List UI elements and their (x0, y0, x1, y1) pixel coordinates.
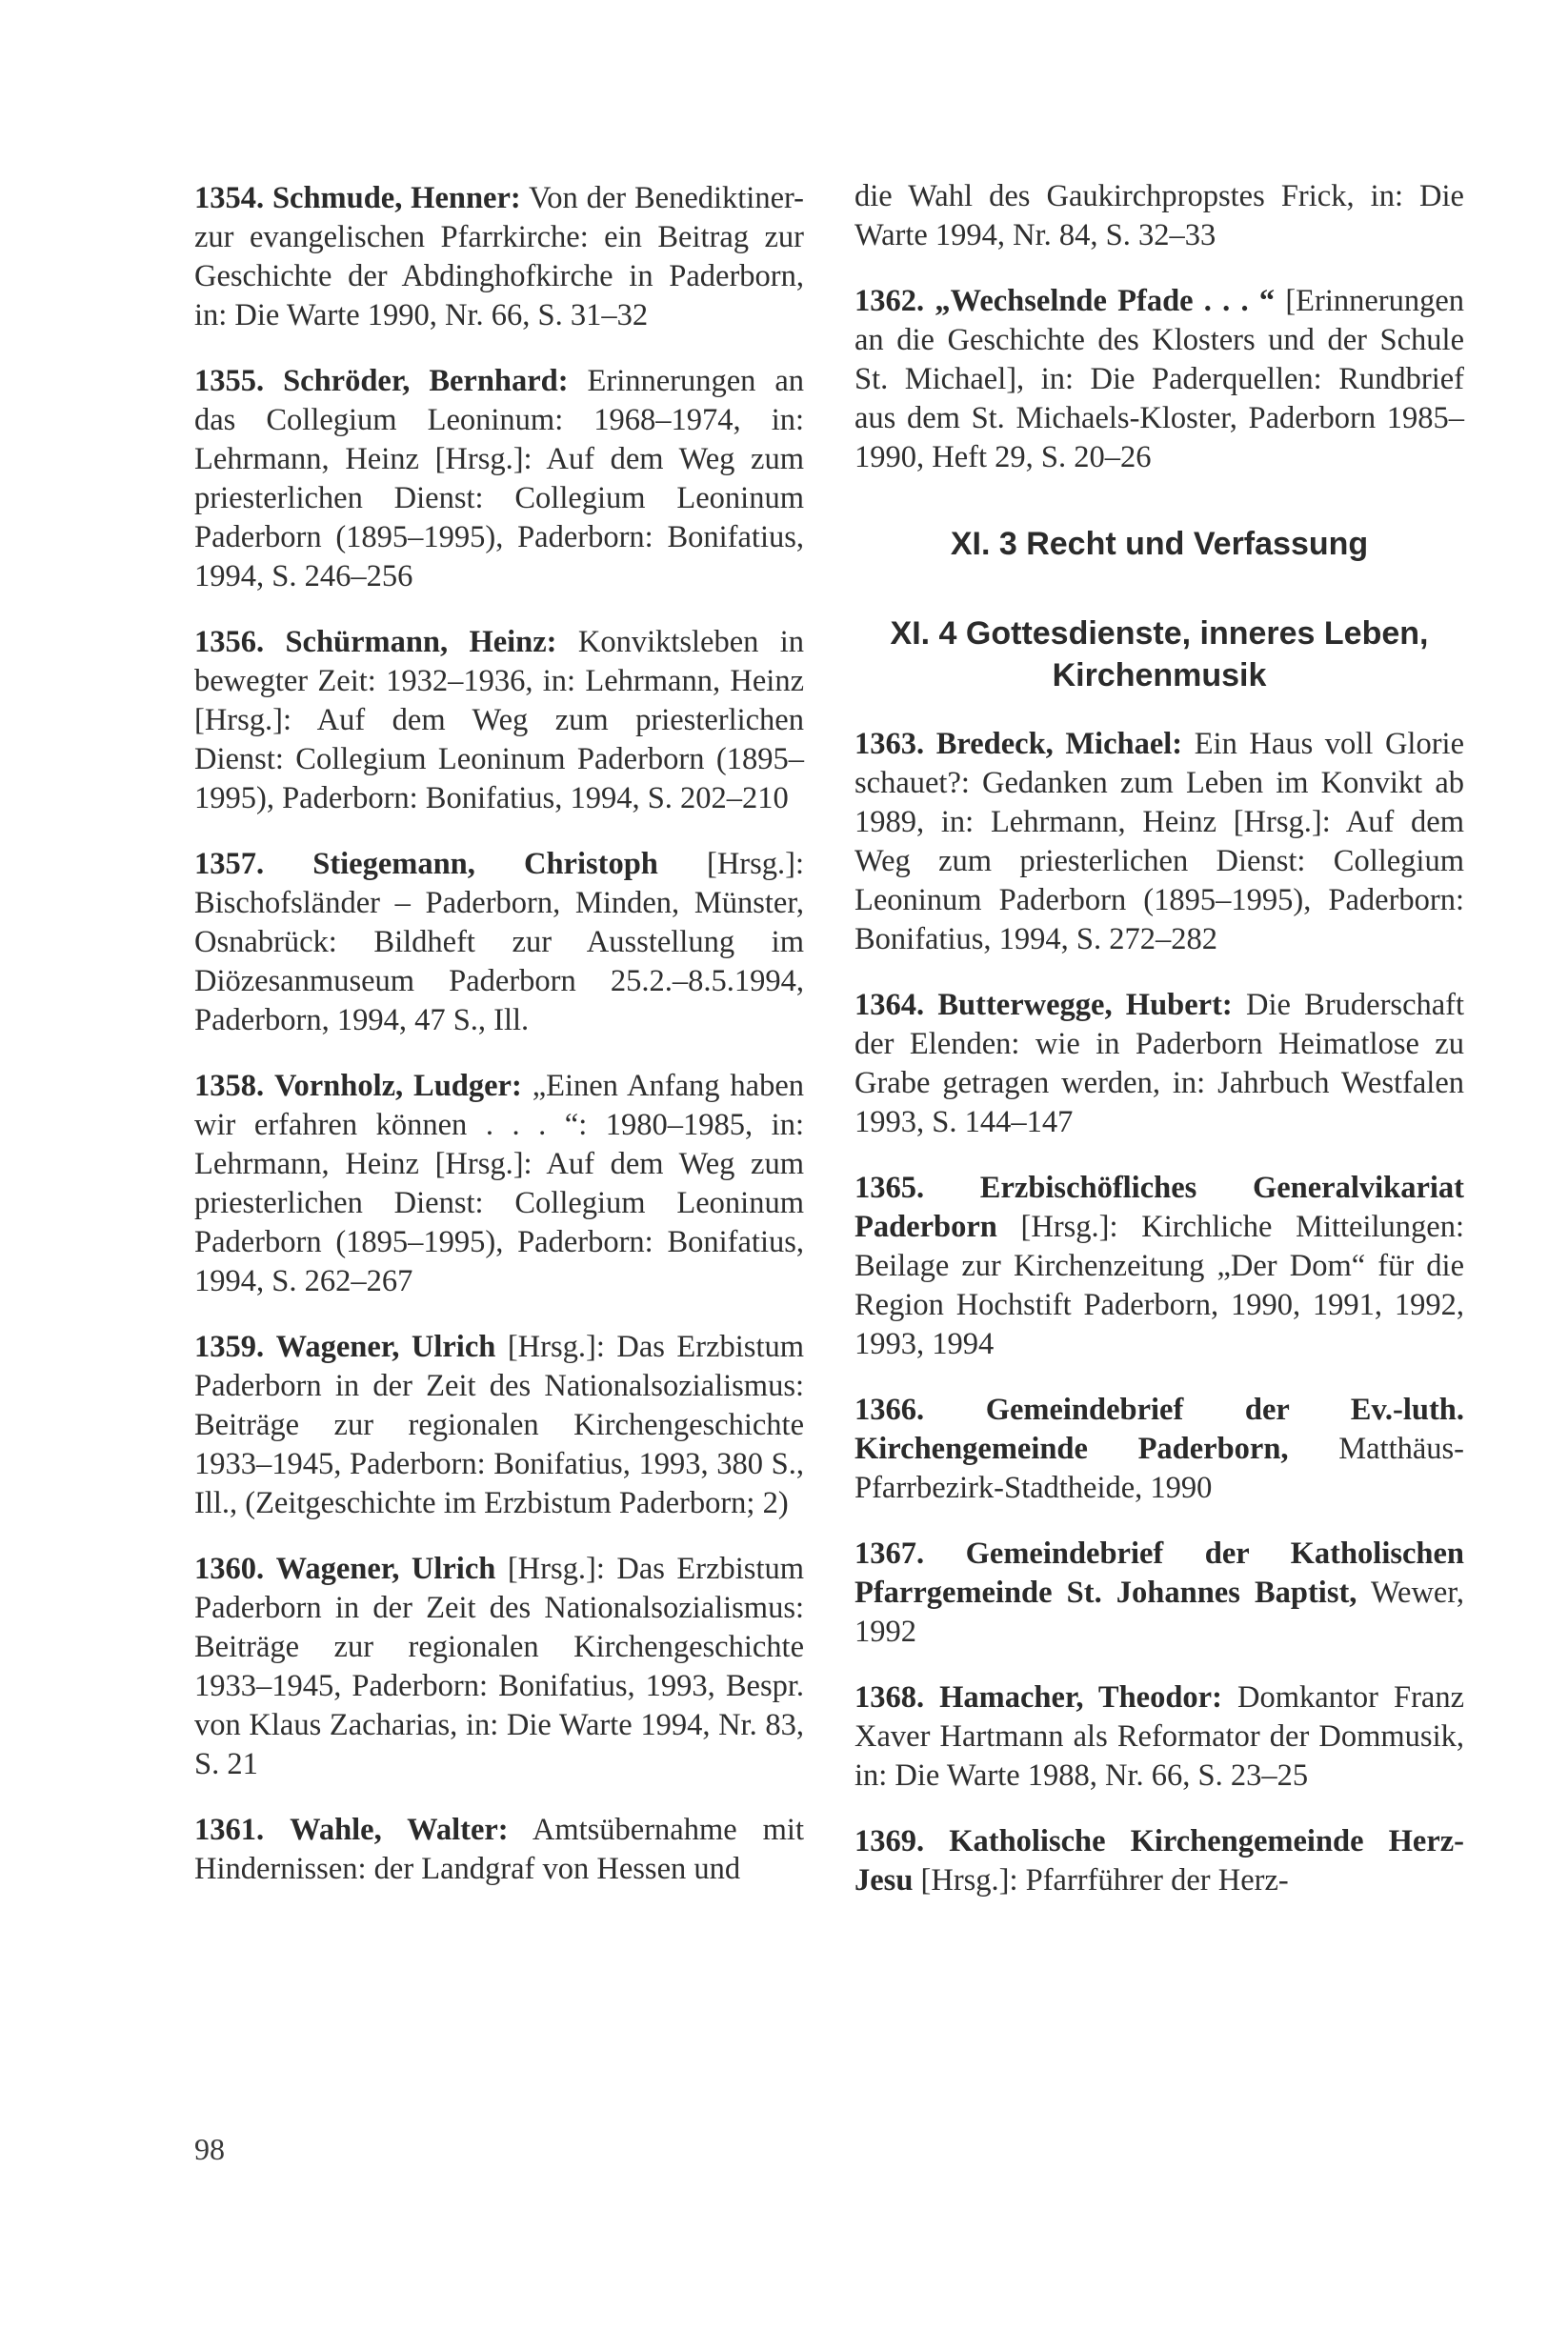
entry-text: [Hrsg.]: Das Erzbistum Paderborn in der Zeit des Nationalsozialismus: Beiträge zur regionalen Kirchengeschichte 1933–1945, Paderborn: Bonifatius, 1993, Bespr. von Klaus Zacharias, in: Die Warte 1994, Nr. 83, S. 21 (194, 1552, 805, 1781)
section-heading-line2: Kirchenmusik (1052, 657, 1267, 693)
entry-number: 1365. (854, 1171, 925, 1205)
entry-number: 1360. (194, 1552, 265, 1586)
entry-author: Wagener, Ulrich (275, 1552, 496, 1586)
entry-text: die Wahl des Gaukirchpropstes Frick, in: Die Warte 1994, Nr. 84, S. 32–33 (854, 179, 1464, 252)
bib-entry-1368 (854, 1678, 1464, 1796)
bib-entry-1354 (194, 179, 804, 335)
entry-author: Butterwegge, Hubert: (937, 988, 1233, 1022)
bib-entry-1358 (194, 1067, 804, 1301)
entry-author: Erzbischöfliches Generalvikariat Paderborn (854, 1171, 1464, 1244)
bib-entry-1356 (194, 623, 804, 818)
entry-text: Erinnerungen an das Collegium Leoninum: 1968–1974, in: Lehrmann, Heinz [Hrsg.]: Auf dem Weg zum priesterlichen Dienst: Collegium Leoninum Paderborn (1895–1995), Paderborn: Bonifatius, 1994, S. 246–256 (194, 364, 805, 593)
entry-author: Schröder, Bernhard: (283, 364, 569, 398)
entry-author: Wahle, Walter: (290, 1813, 509, 1847)
entry-number: 1363. (854, 727, 925, 761)
bib-entry-1361 (194, 1811, 804, 1889)
entry-number: 1361. (194, 1813, 265, 1847)
entry-text: Wewer, 1992 (854, 1576, 1464, 1649)
entry-author: Gemeindebrief der Ev.-luth. Kirchengemeinde Paderborn, (854, 1393, 1464, 1466)
entry-author: Schürmann, Heinz: (285, 625, 557, 659)
entry-text: [Hrsg.]: Pfarrführer der Herz- (920, 1863, 1289, 1898)
entry-number: 1362. (854, 284, 925, 318)
entry-text: [Hrsg.]: Das Erzbistum Paderborn in der Zeit des Nationalsozialismus: Beiträge zur regionalen Kirchengeschichte 1933–1945, Paderborn: Bonifatius, 1993, 380 S., Ill., (Zeitgeschichte im Erzbistum Paderborn; 2) (194, 1330, 805, 1520)
bib-entry-1357 (194, 845, 804, 1040)
entry-number: 1366. (854, 1393, 925, 1427)
bib-entry-1366 (854, 1391, 1464, 1508)
entry-author: Stiegemann, Christoph (312, 847, 658, 881)
entry-text: Ein Haus voll Glorie schauet?: Gedanken zum Leben im Konvikt ab 1989, in: Lehrmann, Heinz [Hrsg.]: Auf dem Weg zum priesterlichen Dienst: Collegium Leoninum Paderborn (1895–1995), Paderborn: Bonifatius, 1994, S. 272–282 (854, 727, 1464, 956)
entry-number: 1364. (854, 988, 925, 1022)
bib-entry-1360 (194, 1550, 804, 1784)
entry-text: [Erinnerungen an die Geschichte des Klosters und der Schule St. Michael], in: Die Paderquellen: Rundbrief aus dem St. Michaels-Kloster, Paderborn 1985–1990, Heft 29, S. 20–26 (854, 284, 1465, 474)
entry-author: Bredeck, Michael: (935, 727, 1183, 761)
bib-entry-1362 (854, 282, 1464, 477)
section-heading-xi3: XI. 3 Recht und Verfassung (950, 526, 1369, 562)
entry-author: Gemeindebrief der Katholischen Pfarrgemeinde St. Johannes Baptist, (854, 1537, 1465, 1610)
bib-entry-1364 (854, 986, 1464, 1142)
entry-number: 1358. (194, 1069, 265, 1103)
entry-text: Von der Benediktiner- zur evangelischen Pfarrkirche: ein Beitrag zur Geschichte der Abdinghofkirche in Paderborn, in: Die Warte 1990, Nr. 66, S. 31–32 (194, 181, 804, 332)
bib-entry-1361-continuation (854, 177, 1464, 255)
entry-number: 1355. (194, 364, 265, 398)
entry-text: [Hrsg.]: Kirchliche Mitteilungen: Beilage zur Kirchenzeitung „Der Dom“ für die Region Hochstift Paderborn, 1990, 1991, 1992, 1993, 1994 (854, 1210, 1464, 1361)
left-column (194, 179, 804, 1916)
entry-number: 1357. (194, 847, 265, 881)
entry-number: 1356. (194, 625, 265, 659)
bib-entry-1355 (194, 362, 804, 596)
right-column (854, 177, 1464, 1927)
entry-author: Katholische Kirchengemeinde Herz-Jesu (854, 1824, 1464, 1898)
bib-entry-1365 (854, 1169, 1464, 1364)
entry-text: Amtsübernahme mit Hindernissen: der Landgraf von Hessen und (194, 1813, 804, 1886)
entry-number: 1359. (194, 1330, 265, 1364)
entry-author: Hamacher, Theodor: (939, 1680, 1222, 1715)
entry-author: Vornholz, Ludger: (274, 1069, 522, 1103)
entry-author: Wagener, Ulrich (275, 1330, 496, 1364)
entry-number: 1367. (854, 1537, 925, 1571)
entry-number: 1369. (854, 1824, 925, 1858)
page-number: 98 (194, 2132, 225, 2166)
entry-text: Domkantor Franz Xaver Hartmann als Reformator der Dommusik, in: Die Warte 1988, Nr. 66, S. 23–25 (854, 1680, 1465, 1793)
bib-entry-1369 (854, 1822, 1464, 1900)
entry-text: Die Bruderschaft der Elenden: wie in Paderborn Heimatlose zu Grabe getragen werden, in: Jahrbuch Westfalen 1993, S. 144–147 (854, 988, 1465, 1139)
entry-number: 1368. (854, 1680, 925, 1715)
bib-entry-1363 (854, 725, 1464, 959)
section-heading-xi4 (854, 613, 1464, 696)
entry-number: 1354. (194, 181, 265, 215)
entry-text: „Einen Anfang haben wir erfahren können . . . “: 1980–1985, in: Lehrmann, Heinz [Hrsg.]: Auf dem Weg zum priesterlichen Dienst: Collegium Leoninum Paderborn (1895–1995), Paderborn: Bonifatius, 1994, S. 262–267 (194, 1069, 804, 1298)
entry-author: „Wechselnde Pfade . . . “ (935, 284, 1276, 318)
entry-text: [Hrsg.]: Bischofsländer – Paderborn, Minden, Münster, Osnabrück: Bildheft zur Ausstellung im Diözesanmuseum Paderborn 25.2.–8.5.1994, Paderborn, 1994, 47 S., Ill. (194, 847, 804, 1037)
bib-entry-1359 (194, 1328, 804, 1523)
entry-author: Schmude, Henner: (271, 181, 521, 215)
entry-text: Matthäus-Pfarrbezirk-Stadtheide, 1990 (854, 1432, 1464, 1505)
bib-entry-1367 (854, 1535, 1464, 1652)
section-heading-line1: XI. 4 Gottesdienste, inneres Leben, (890, 615, 1429, 652)
entry-text: Konviktsleben in bewegter Zeit: 1932–1936, in: Lehrmann, Heinz [Hrsg.]: Auf dem Weg zum priesterlichen Dienst: Collegium Leoninum Paderborn (1895–1995), Paderborn: Bonifatius, 1994, S. 202–210 (194, 625, 805, 815)
